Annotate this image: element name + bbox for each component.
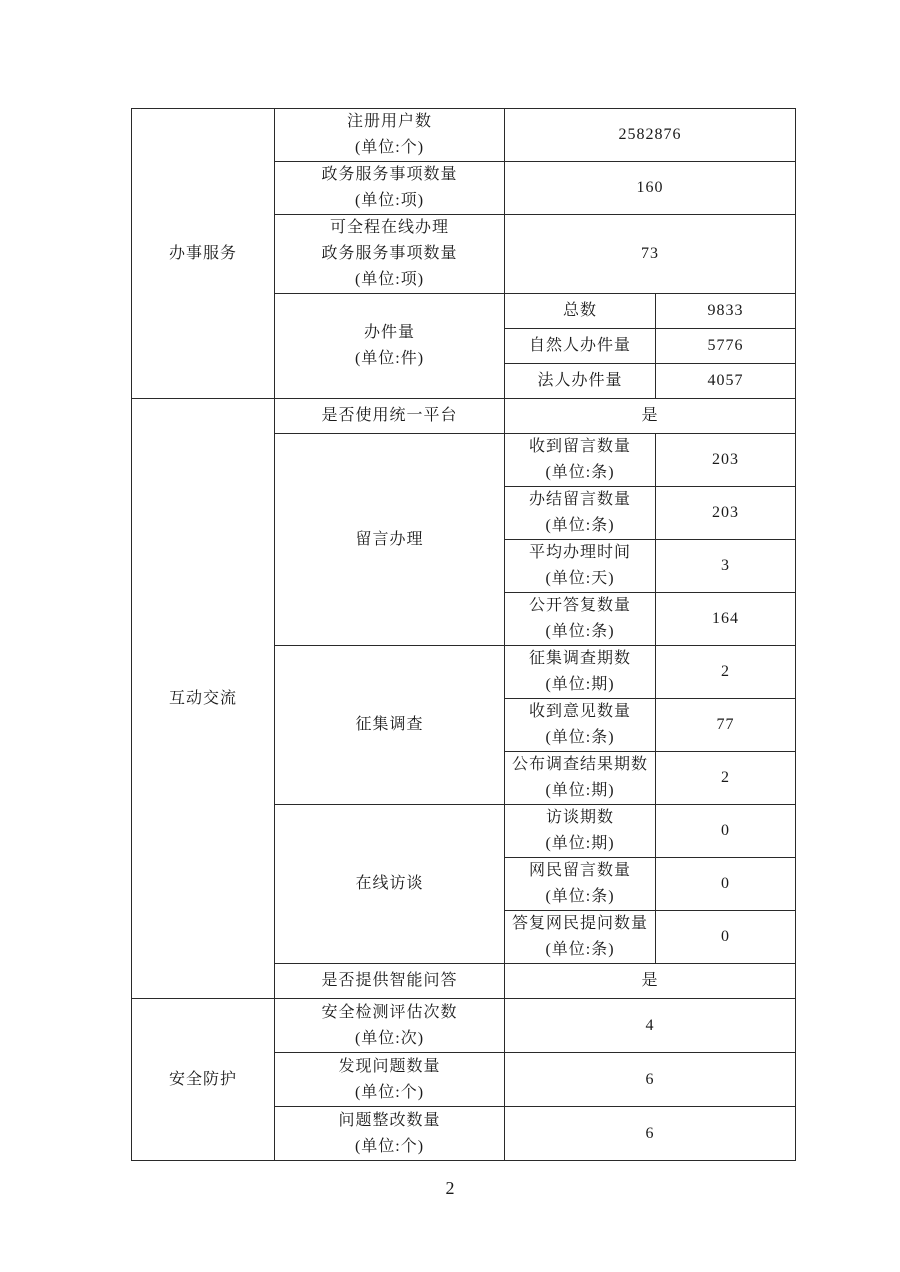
sub-label-cell: 总数 xyxy=(505,294,656,329)
value-cell: 9833 xyxy=(656,294,796,329)
sub-label-cell: 收到留言数量 (单位:条) xyxy=(505,434,656,487)
sub-label-cell: 公布调查结果期数 (单位:期) xyxy=(505,752,656,805)
sub-label-cell: 收到意见数量 (单位:条) xyxy=(505,699,656,752)
value-cell: 是 xyxy=(505,399,796,434)
value-cell: 5776 xyxy=(656,329,796,364)
category-cell xyxy=(132,399,275,999)
value-cell: 164 xyxy=(656,593,796,646)
sub-label-cell: 法人办件量 xyxy=(505,364,656,399)
value-cell: 73 xyxy=(505,215,796,294)
value-cell: 3 xyxy=(656,540,796,593)
value-cell: 2582876 xyxy=(505,109,796,162)
sub-label-cell: 答复网民提问数量 (单位:条) xyxy=(505,911,656,964)
report-table xyxy=(131,108,796,1161)
item-label-cell: 注册用户数 (单位:个) xyxy=(275,109,505,162)
value-cell: 0 xyxy=(656,858,796,911)
table-row xyxy=(132,109,796,162)
item-label-cell: 是否使用统一平台 xyxy=(275,399,505,434)
value-cell: 77 xyxy=(656,699,796,752)
item-label-cell: 发现问题数量 (单位:个) xyxy=(275,1053,505,1107)
page-number: 2 xyxy=(445,1178,455,1198)
item-label-cell: 问题整改数量 (单位:个) xyxy=(275,1107,505,1161)
value-cell: 203 xyxy=(656,434,796,487)
sub-label-cell: 办结留言数量 (单位:条) xyxy=(505,487,656,540)
item-group-cell: 征集调查 xyxy=(275,646,505,805)
value-cell: 160 xyxy=(505,162,796,215)
item-group-cell: 留言办理 xyxy=(275,434,505,646)
value-cell: 是 xyxy=(505,964,796,999)
value-cell: 2 xyxy=(656,646,796,699)
sub-label-cell: 平均办理时间 (单位:天) xyxy=(505,540,656,593)
sub-label-cell: 征集调查期数 (单位:期) xyxy=(505,646,656,699)
value-cell: 2 xyxy=(656,752,796,805)
item-label-cell: 是否提供智能问答 xyxy=(275,964,505,999)
category-label: 办事服务 xyxy=(168,244,237,262)
category-cell xyxy=(132,109,275,399)
value-cell: 4057 xyxy=(656,364,796,399)
value-cell: 0 xyxy=(656,805,796,858)
table-row xyxy=(132,399,796,434)
category-label: 安全防护 xyxy=(168,1070,237,1088)
value-cell: 6 xyxy=(505,1053,796,1107)
value-cell: 4 xyxy=(505,999,796,1053)
item-label-cell: 安全检测评估次数 (单位:次) xyxy=(275,999,505,1053)
item-label-cell: 政务服务事项数量 (单位:项) xyxy=(275,162,505,215)
item-group-cell: 在线访谈 xyxy=(275,805,505,964)
sub-label-cell: 网民留言数量 (单位:条) xyxy=(505,858,656,911)
item-label-cell: 可全程在线办理 政务服务事项数量 (单位:项) xyxy=(275,215,505,294)
value-cell: 203 xyxy=(656,487,796,540)
value-cell: 6 xyxy=(505,1107,796,1161)
category-cell xyxy=(132,999,275,1161)
table-row xyxy=(132,999,796,1053)
sub-label-cell: 访谈期数 (单位:期) xyxy=(505,805,656,858)
item-group-cell: 办件量 (单位:件) xyxy=(275,294,505,399)
category-label: 互动交流 xyxy=(168,689,237,707)
sub-label-cell: 公开答复数量 (单位:条) xyxy=(505,593,656,646)
sub-label-cell: 自然人办件量 xyxy=(505,329,656,364)
value-cell: 0 xyxy=(656,911,796,964)
